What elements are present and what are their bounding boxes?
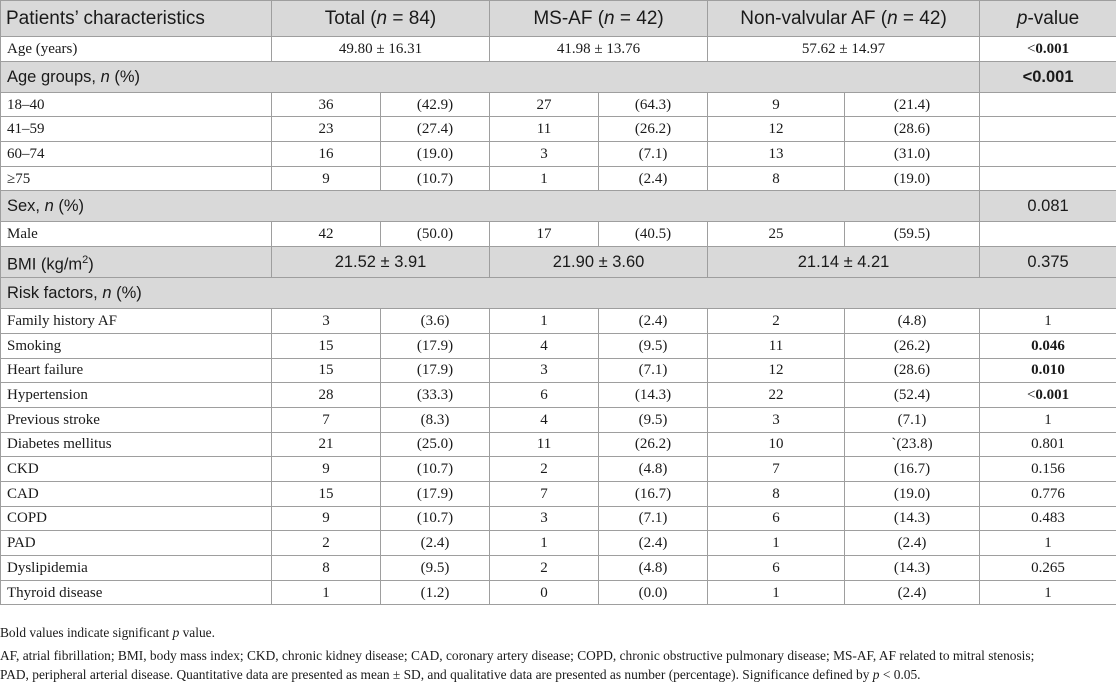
table-row-age-group — [1, 117, 1116, 142]
non-valvular-percent: (52.4) — [845, 383, 980, 408]
non-valvular-percent: `(23.8) — [845, 432, 980, 457]
ms-af-percent: (2.4) — [599, 166, 708, 191]
non-valvular-count: 6 — [708, 556, 845, 581]
p-value-number: 0.010 — [1031, 362, 1065, 378]
non-valvular-percent: (28.6) — [845, 117, 980, 142]
row-label: 60–74 — [1, 142, 272, 167]
footnote-abbreviations-2: PAD, peripheral arterial disease. Quantitative data are presented as mean ± SD, and qualitative data are presented as number (percentage). Significance defined by p < 0.05. — [0, 665, 1116, 684]
row-label: ≥75 — [1, 166, 272, 191]
age-groups-heading: Age groups, n (%) — [1, 61, 980, 92]
p-value-prefix: < — [1027, 387, 1035, 403]
ms-af-count: 4 — [490, 407, 599, 432]
ms-af-percent: (7.1) — [599, 358, 708, 383]
table-row-male — [1, 222, 1116, 247]
row-label: Diabetes mellitus — [1, 432, 272, 457]
total-percent: (10.7) — [381, 457, 490, 482]
p-value — [980, 309, 1116, 334]
total-count: 1 — [272, 580, 381, 605]
ms-af-count: 7 — [490, 481, 599, 506]
ms-af-count: 1 — [490, 531, 599, 556]
p-value-number: 0.001 — [1035, 387, 1069, 403]
non-valvular-percent: (4.8) — [845, 309, 980, 334]
total-percent: (25.0) — [381, 432, 490, 457]
table-row-age-group — [1, 166, 1116, 191]
total-count: 9 — [272, 457, 381, 482]
table-row-risk-factor — [1, 580, 1116, 605]
p-value-number: 0.046 — [1031, 338, 1065, 354]
total-count: 15 — [272, 481, 381, 506]
row-label: Smoking — [1, 333, 272, 358]
non-valvular-percent: (14.3) — [845, 506, 980, 531]
risk-factors-heading: Risk factors, n (%) — [1, 278, 1116, 309]
p-value — [980, 222, 1116, 247]
p-value — [980, 333, 1116, 358]
p-value-number: 0.801 — [1031, 436, 1065, 452]
section-bmi — [1, 247, 1116, 278]
row-label: Previous stroke — [1, 407, 272, 432]
total-percent: (33.3) — [381, 383, 490, 408]
non-valvular-percent: (26.2) — [845, 333, 980, 358]
non-valvular-count: 7 — [708, 457, 845, 482]
sex-heading: Sex, n (%) — [1, 191, 980, 222]
row-label: Dyslipidemia — [1, 556, 272, 581]
row-label: CAD — [1, 481, 272, 506]
table-row-age — [1, 37, 1116, 62]
p-value — [980, 117, 1116, 142]
row-label: Family history AF — [1, 309, 272, 334]
total-percent: (19.0) — [381, 142, 490, 167]
bmi-label: BMI $(kg/m^2)$ — [1, 247, 272, 278]
row-label: Hypertension — [1, 383, 272, 408]
table-footnotes — [0, 623, 1116, 684]
table-row-risk-factor — [1, 531, 1116, 556]
total-count: 42 — [272, 222, 381, 247]
ms-af-count: 11 — [490, 432, 599, 457]
table-row-risk-factor — [1, 333, 1116, 358]
non-valvular-count: 22 — [708, 383, 845, 408]
p-value-number: 0.483 — [1031, 510, 1065, 526]
p-value — [980, 358, 1116, 383]
ms-af-count: 2 — [490, 457, 599, 482]
non-valvular-percent: (19.0) — [845, 481, 980, 506]
ms-af-count: 0 — [490, 580, 599, 605]
total-count: 7 — [272, 407, 381, 432]
non-valvular-count: 8 — [708, 166, 845, 191]
non-valvular-percent: (2.4) — [845, 531, 980, 556]
table-row-risk-factor — [1, 432, 1116, 457]
ms-af-percent: (26.2) — [599, 432, 708, 457]
total-count: 2 — [272, 531, 381, 556]
row-label: PAD — [1, 531, 272, 556]
ms-af-count: 11 — [490, 117, 599, 142]
table-row-age-group — [1, 142, 1116, 167]
non-valvular-count: 3 — [708, 407, 845, 432]
ms-af-count: 27 — [490, 92, 599, 117]
p-value — [980, 407, 1116, 432]
non-valvular-count: 11 — [708, 333, 845, 358]
non-valvular-percent: (31.0) — [845, 142, 980, 167]
non-valvular-count: 1 — [708, 531, 845, 556]
non-valvular-count: 12 — [708, 358, 845, 383]
footnote-abbreviations-1: AF, atrial fibrillation; BMI, body mass index; CKD, chronic kidney disease; CAD, coronary artery disease; COPD, chronic obstructive pulmonary disease; MS-AF, AF related to mitral stenosis; — [0, 646, 1116, 665]
total-percent: (3.6) — [381, 309, 490, 334]
total-count: 28 — [272, 383, 381, 408]
p-value — [980, 457, 1116, 482]
row-label: 41–59 — [1, 117, 272, 142]
p-value — [980, 556, 1116, 581]
non-valvular-count: 12 — [708, 117, 845, 142]
ms-af-count: 4 — [490, 333, 599, 358]
table-row-risk-factor — [1, 481, 1116, 506]
age-ms-af: 41.98 ± 13.76 — [490, 37, 708, 62]
table-row-risk-factor — [1, 506, 1116, 531]
p-value-number: 1 — [1044, 535, 1052, 551]
ms-af-percent: (7.1) — [599, 506, 708, 531]
total-count: 9 — [272, 166, 381, 191]
total-count: 23 — [272, 117, 381, 142]
table-row-risk-factor — [1, 358, 1116, 383]
row-label: Male — [1, 222, 272, 247]
bmi-p-value: 0.375 — [980, 247, 1116, 278]
p-value — [980, 531, 1116, 556]
bmi-total: 21.52 ± 3.91 — [272, 247, 490, 278]
non-valvular-count: 6 — [708, 506, 845, 531]
total-percent: (1.2) — [381, 580, 490, 605]
row-label: Thyroid disease — [1, 580, 272, 605]
ms-af-count: 2 — [490, 556, 599, 581]
total-percent: (27.4) — [381, 117, 490, 142]
p-value — [980, 432, 1116, 457]
non-valvular-count: 8 — [708, 481, 845, 506]
ms-af-count: 3 — [490, 142, 599, 167]
total-count: 16 — [272, 142, 381, 167]
p-value — [980, 166, 1116, 191]
bmi-ms-af: 21.90 ± 3.60 — [490, 247, 708, 278]
non-valvular-count: 2 — [708, 309, 845, 334]
bmi-non-valvular: 21.14 ± 4.21 — [708, 247, 980, 278]
ms-af-percent: (16.7) — [599, 481, 708, 506]
non-valvular-percent: (2.4) — [845, 580, 980, 605]
section-risk-factors — [1, 278, 1116, 309]
non-valvular-count: 25 — [708, 222, 845, 247]
ms-af-percent: (40.5) — [599, 222, 708, 247]
total-percent: (2.4) — [381, 531, 490, 556]
non-valvular-count: 1 — [708, 580, 845, 605]
header-ms-af: MS-AF (n = 42) — [490, 1, 708, 37]
row-label: 18–40 — [1, 92, 272, 117]
ms-af-percent: (0.0) — [599, 580, 708, 605]
ms-af-count: 1 — [490, 166, 599, 191]
p-value — [980, 142, 1116, 167]
total-percent: (10.7) — [381, 506, 490, 531]
non-valvular-count: 13 — [708, 142, 845, 167]
ms-af-percent: (4.8) — [599, 457, 708, 482]
sex-p-value: 0.081 — [980, 191, 1116, 222]
table-row-risk-factor — [1, 556, 1116, 581]
p-value-number: 0.156 — [1031, 461, 1065, 477]
age-groups-p-value: <0.001 — [980, 61, 1116, 92]
total-percent: (17.9) — [381, 358, 490, 383]
age-total: 49.80 ± 16.31 — [272, 37, 490, 62]
p-value-number: 1 — [1044, 313, 1052, 329]
total-count: 21 — [272, 432, 381, 457]
table-row-age-group — [1, 92, 1116, 117]
total-count: 8 — [272, 556, 381, 581]
ms-af-count: 1 — [490, 309, 599, 334]
p-value — [980, 580, 1116, 605]
ms-af-percent: (2.4) — [599, 309, 708, 334]
age-label: Age (years) — [1, 37, 272, 62]
row-label: Heart failure — [1, 358, 272, 383]
non-valvular-percent: (7.1) — [845, 407, 980, 432]
ms-af-percent: (4.8) — [599, 556, 708, 581]
row-label: COPD — [1, 506, 272, 531]
ms-af-percent: (7.1) — [599, 142, 708, 167]
total-percent: (50.0) — [381, 222, 490, 247]
section-sex — [1, 191, 1116, 222]
non-valvular-percent: (14.3) — [845, 556, 980, 581]
ms-af-count: 3 — [490, 358, 599, 383]
total-percent: (42.9) — [381, 92, 490, 117]
total-count: 15 — [272, 358, 381, 383]
table-header-row — [1, 1, 1116, 37]
row-label: CKD — [1, 457, 272, 482]
non-valvular-count: 10 — [708, 432, 845, 457]
p-value — [980, 92, 1116, 117]
total-percent: (8.3) — [381, 407, 490, 432]
ms-af-count: 6 — [490, 383, 599, 408]
p-value-number: 0.265 — [1031, 560, 1065, 576]
non-valvular-percent: (16.7) — [845, 457, 980, 482]
footnote-bold: Bold values indicate significant p value. — [0, 623, 1116, 642]
p-value — [980, 506, 1116, 531]
ms-af-percent: (64.3) — [599, 92, 708, 117]
table-row-risk-factor — [1, 457, 1116, 482]
non-valvular-percent: (19.0) — [845, 166, 980, 191]
total-percent: (10.7) — [381, 166, 490, 191]
p-value — [980, 481, 1116, 506]
total-percent: (17.9) — [381, 481, 490, 506]
table-row-risk-factor — [1, 407, 1116, 432]
non-valvular-percent: (21.4) — [845, 92, 980, 117]
header-p-value: p-value — [980, 1, 1116, 37]
non-valvular-percent: (28.6) — [845, 358, 980, 383]
header-total: Total (n = 84) — [272, 1, 490, 37]
header-non-valvular-af: Non-valvular AF (n = 42) — [708, 1, 980, 37]
non-valvular-count: 9 — [708, 92, 845, 117]
table-row-risk-factor — [1, 309, 1116, 334]
total-count: 9 — [272, 506, 381, 531]
ms-af-count: 17 — [490, 222, 599, 247]
age-non-valvular: 57.62 ± 14.97 — [708, 37, 980, 62]
ms-af-percent: (9.5) — [599, 333, 708, 358]
non-valvular-percent: (59.5) — [845, 222, 980, 247]
p-value-number: 0.776 — [1031, 486, 1065, 502]
p-value — [980, 383, 1116, 408]
ms-af-percent: (2.4) — [599, 531, 708, 556]
total-percent: (9.5) — [381, 556, 490, 581]
ms-af-percent: (9.5) — [599, 407, 708, 432]
total-percent: (17.9) — [381, 333, 490, 358]
section-age-groups — [1, 61, 1116, 92]
p-value-number: 1 — [1044, 585, 1052, 601]
ms-af-percent: (26.2) — [599, 117, 708, 142]
ms-af-percent: (14.3) — [599, 383, 708, 408]
total-count: 36 — [272, 92, 381, 117]
header-characteristics: Patients’ characteristics — [1, 1, 272, 37]
table-row-risk-factor — [1, 383, 1116, 408]
age-p-value: <0.001 — [980, 37, 1116, 62]
total-count: 3 — [272, 309, 381, 334]
p-value-number: 1 — [1044, 412, 1052, 428]
ms-af-count: 3 — [490, 506, 599, 531]
total-count: 15 — [272, 333, 381, 358]
